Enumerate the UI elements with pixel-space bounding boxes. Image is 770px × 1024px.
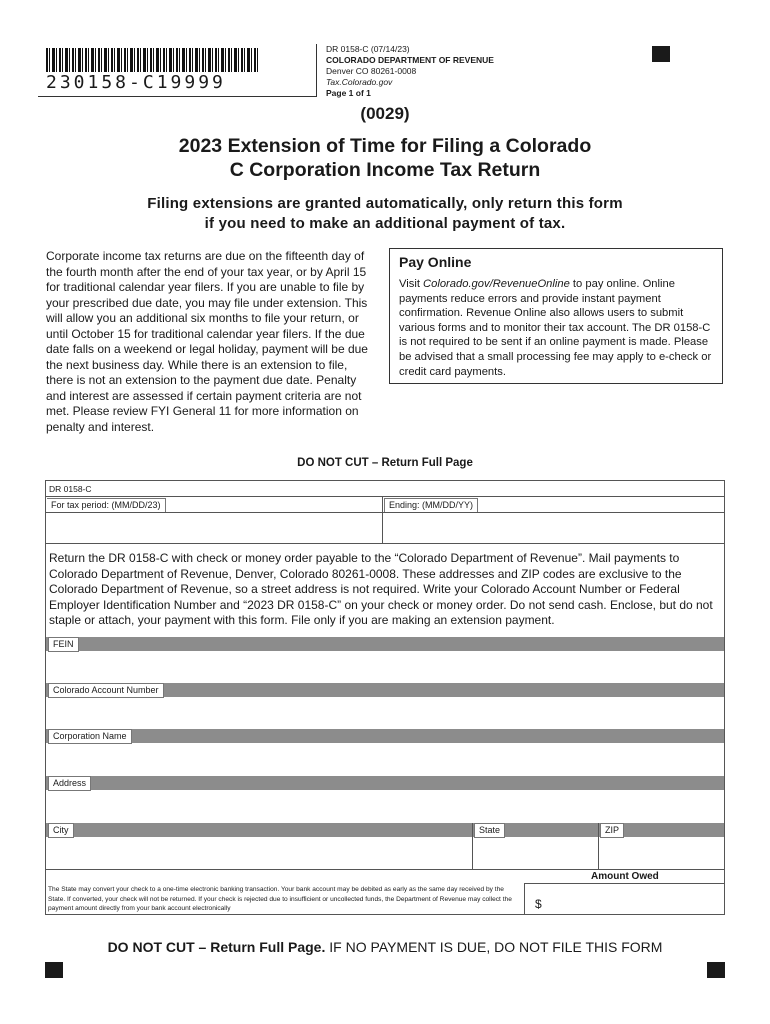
address-label: Address	[48, 776, 91, 791]
account-number-input[interactable]	[46, 698, 724, 729]
subtitle	[0, 194, 770, 234]
check-conversion-notice: The State may convert your check to a one-time electronic banking transaction. Your bank account may be debited as early as the same day received by the State. If converted, your check will not be returned. If your check is rejected due to insufficient or uncollected funds, the Department of Revenue may collect the payment amount directly from your bank account electronically	[48, 886, 512, 912]
do-not-cut-notice: DO NOT CUT – Return Full Page	[297, 457, 473, 469]
voucher-form-label: DR 0158-C	[49, 484, 92, 494]
barcode-bars	[46, 48, 258, 72]
fein-input[interactable]	[46, 652, 724, 682]
subtitle-line-1: Filing extensions are granted automatically, only return this form	[147, 195, 623, 212]
payment-voucher	[45, 480, 725, 915]
pay-online-prefix: Visit	[399, 278, 424, 290]
corporation-name-label: Corporation Name	[48, 729, 132, 744]
ending-input[interactable]	[383, 513, 724, 543]
city-input[interactable]	[46, 838, 472, 869]
page-number: Page 1 of 1	[326, 88, 371, 98]
intro-paragraph: Corporate income tax returns are due on the fifteenth day of the fourth month after the end of your tax year, or by April 15 for traditional calendar year filers. If you are unable to file by your prescribed due date, you may file under extension. This will allow you an additional six months to file your return, or until October 15 for traditional calendar year filers. If the due date falls on a weekend or legal holiday, payment will be due the next business day. While there is an extension to file, there is not an extension to the payment due date. Penalty and interest are assessed if certain payment criteria are not met. Please review FYI General 11 for more information on penalty and interest.	[46, 249, 368, 434]
barcode-number: 230158-C19999	[46, 72, 226, 93]
zip-label: ZIP	[600, 823, 624, 838]
page-title	[0, 134, 770, 182]
pay-online-text	[399, 277, 713, 379]
form-header	[326, 44, 494, 99]
pay-online-suffix: to pay online. Online payments reduce errors and provide instant payment confirmation. Revenue Online also allows users to submit various forms and to monitor their tax account. The DR 0158-C is not required to be sent if an online payment is made. Please be advised that a small processing fee may apply to e-check or credit card payments.	[399, 278, 712, 378]
corporation-name-input[interactable]	[46, 744, 724, 775]
zip-input[interactable]	[599, 838, 724, 869]
state-label: State	[474, 823, 505, 838]
form-id: DR 0158-C (07/14/23)	[326, 44, 410, 54]
registration-mark-top-right	[652, 46, 670, 62]
registration-mark-bottom-left	[45, 962, 63, 978]
tax-period-input[interactable]	[46, 513, 382, 543]
subtitle-line-2: if you need to make an additional payment of tax.	[204, 215, 566, 232]
fein-label: FEIN	[48, 637, 79, 652]
footer-normal: IF NO PAYMENT IS DUE, DO NOT FILE THIS FORM	[325, 939, 663, 955]
amount-owed-input[interactable]	[546, 884, 723, 914]
dollar-sign: $	[535, 897, 542, 911]
department-address: Denver CO 80261-0008	[326, 66, 417, 76]
account-number-label: Colorado Account Number	[48, 683, 164, 698]
amount-owed-label: Amount Owed	[591, 871, 659, 882]
department-name: COLORADO DEPARTMENT OF REVENUE	[326, 55, 494, 65]
barcode	[38, 44, 317, 97]
mailing-instructions: Return the DR 0158-C with check or money order payable to the “Colorado Department of Revenue”. Mail payments to Colorado Department of Revenue, Denver, Colorado 80261-0008. These addresses and ZIP codes are exclusive to the Colorado Department of Revenue, so a street address is not required. Write your Colorado Account Number or Federal Employer Identification Number and “2023 DR 0158-C” on your check or money order. Do not send cash. Enclose, but do not staple or attach, your payment with this form. File only if you are making an extension payment.	[49, 551, 713, 628]
form-code: (0029)	[360, 104, 410, 123]
tax-period-label: For tax period: (MM/DD/23)	[47, 498, 166, 513]
footer-notice	[0, 939, 770, 955]
state-input[interactable]	[473, 838, 598, 869]
pay-online-box	[389, 248, 723, 384]
city-label: City	[48, 823, 74, 838]
revenue-online-link[interactable]: Colorado.gov/RevenueOnline	[423, 278, 570, 290]
website: Tax.Colorado.gov	[326, 77, 393, 87]
footer-bold: DO NOT CUT – Return Full Page.	[107, 939, 326, 955]
ending-label: Ending: (MM/DD/YY)	[384, 498, 478, 513]
pay-online-heading: Pay Online	[399, 254, 472, 270]
title-line-2: C Corporation Income Tax Return	[229, 159, 541, 181]
address-input[interactable]	[46, 791, 724, 822]
title-line-1: 2023 Extension of Time for Filing a Colorado	[178, 135, 592, 157]
registration-mark-bottom-right	[707, 962, 725, 978]
